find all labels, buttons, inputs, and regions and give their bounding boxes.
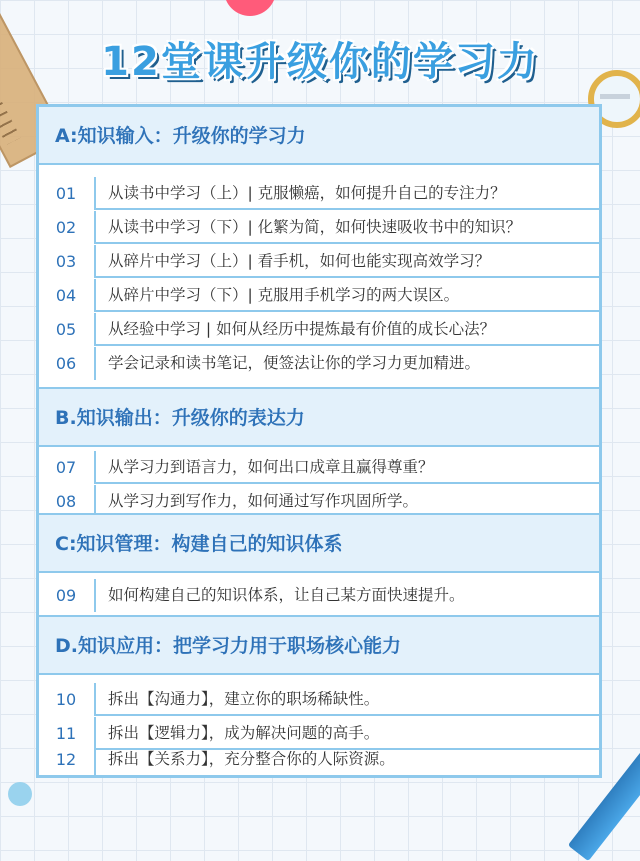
item-number: 03 <box>55 252 77 271</box>
list-item <box>39 279 599 313</box>
list-item <box>39 313 599 347</box>
list-item <box>39 245 599 279</box>
item-number: 07 <box>55 458 77 477</box>
list-item <box>39 451 599 485</box>
blue-dot-decoration <box>8 782 32 806</box>
section-heading: C:知识管理：构建自己的知识体系 <box>55 533 343 555</box>
item-number: 08 <box>55 492 77 511</box>
list-item <box>39 579 599 613</box>
item-number: 06 <box>55 354 77 373</box>
item-text: 从经验中学习 | 如何从经历中提炼最有价值的成长心法？ <box>94 313 602 346</box>
list-item <box>39 347 599 381</box>
item-text: 拆出【逻辑力】，成为解决问题的高手。 <box>94 717 602 750</box>
item-number: 10 <box>55 690 77 709</box>
section-header-c <box>39 513 599 573</box>
section-heading: B.知识输出：升级你的表达力 <box>55 407 305 429</box>
item-text: 从学习力到写作力，如何通过写作巩固所学。 <box>94 485 602 518</box>
list-item <box>39 743 599 777</box>
section-heading: D.知识应用：把学习力用于职场核心能力 <box>55 635 401 657</box>
list-item <box>39 211 599 245</box>
course-card <box>36 104 602 778</box>
section-heading: A:知识输入：升级你的学习力 <box>55 125 306 147</box>
item-text: 从碎片中学习（下）| 克服用手机学习的两大误区。 <box>94 279 602 312</box>
list-item <box>39 683 599 717</box>
item-number: 12 <box>55 750 77 769</box>
pink-circle-decoration <box>224 0 276 16</box>
item-text: 学会记录和读书笔记，便签法让你的学习力更加精进。 <box>94 347 602 380</box>
item-text: 拆出【沟通力】，建立你的职场稀缺性。 <box>94 683 602 716</box>
section-header-a <box>39 107 599 165</box>
item-number: 05 <box>55 320 77 339</box>
list-item <box>39 177 599 211</box>
item-number: 04 <box>55 286 77 305</box>
item-number: 09 <box>55 586 77 605</box>
section-header-d <box>39 615 599 675</box>
section-header-b <box>39 387 599 447</box>
item-text: 如何构建自己的知识体系，让自己某方面快速提升。 <box>94 579 602 612</box>
item-text: 拆出【关系力】，充分整合你的人际资源。 <box>94 743 602 776</box>
item-text: 从读书中学习（上）| 克服懒癌，如何提升自己的专注力？ <box>94 177 602 210</box>
item-text: 从读书中学习（下）| 化繁为简，如何快速吸收书中的知识？ <box>94 211 602 244</box>
item-number: 02 <box>55 218 77 237</box>
item-text: 从碎片中学习（上）| 看手机，如何也能实现高效学习？ <box>94 245 602 278</box>
item-number: 01 <box>55 184 77 203</box>
item-text: 从学习力到语言力，如何出口成章且赢得尊重？ <box>94 451 602 484</box>
page-title: 12堂课升级你的学习力 <box>101 39 539 85</box>
item-number: 11 <box>55 724 77 743</box>
